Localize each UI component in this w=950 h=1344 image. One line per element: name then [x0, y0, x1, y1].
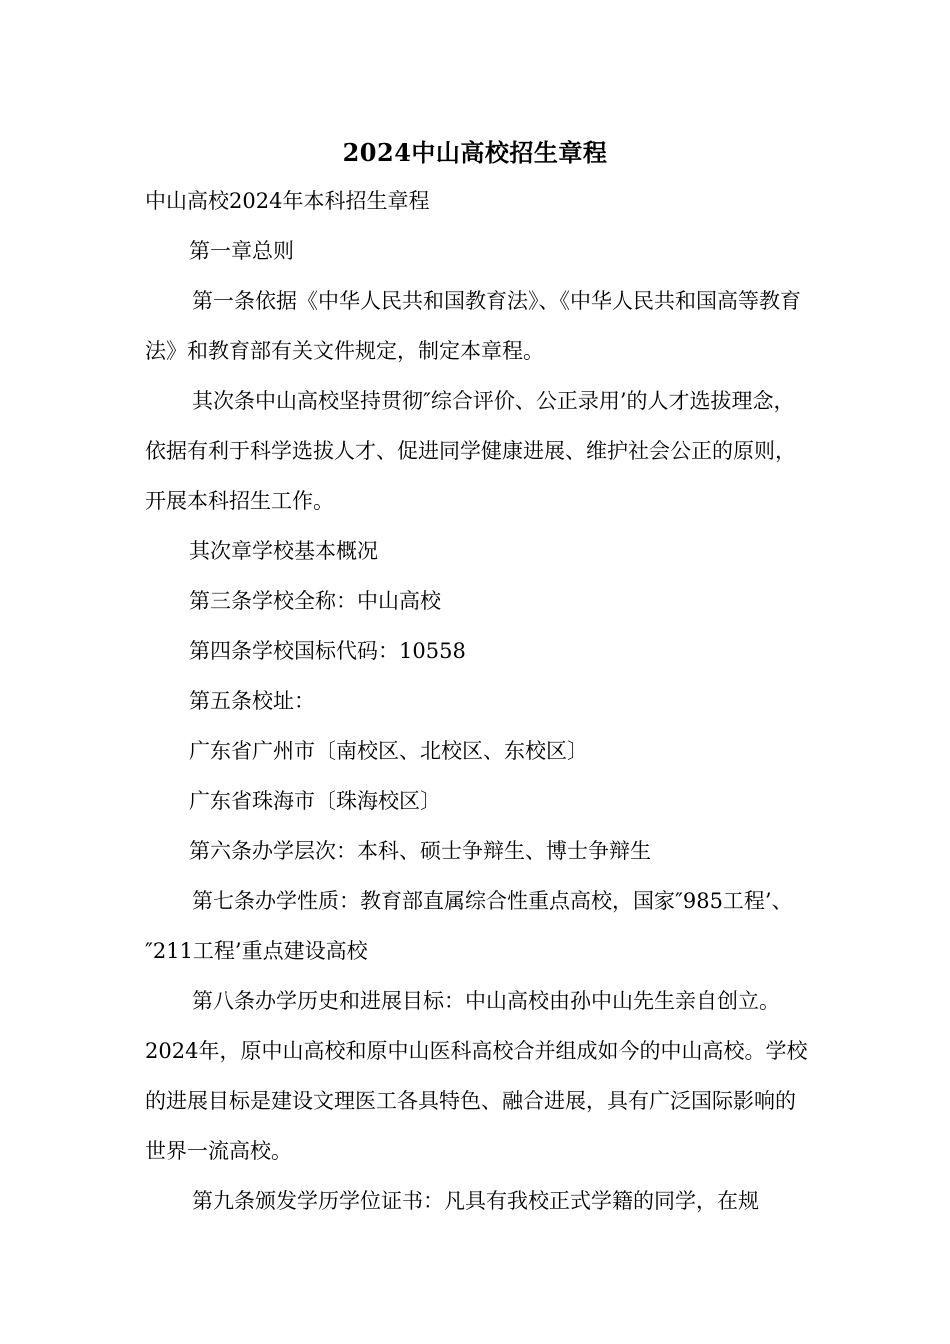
- document-title: 2024中山高校招生章程: [342, 138, 608, 167]
- subtitle-paragraph: 中山高校2024年本科招生章程: [145, 189, 430, 213]
- article-paragraph: 第六条办学层次：本科、硕士争辩生、博士争辩生: [189, 839, 651, 863]
- chapter-heading: 第一章总则: [189, 239, 294, 263]
- address-line: 广东省珠海市〔珠海校区〕: [189, 789, 441, 813]
- address-line: 广东省广州市〔南校区、北校区、东校区〕: [189, 739, 588, 763]
- article-paragraph: 第七条办学性质：教育部直属综合性重点高校，国家″985工程’、″211工程’重点建设高校: [145, 889, 793, 963]
- article-paragraph: 第八条办学历史和进展目标：中山高校由孙中山先生亲自创立。2024年，原中山高校和原中山医科高校合并组成如今的中山高校。学校的进展目标是建设文理医工各具特色、融合进展，具有广泛国际影响的世界一流高校。: [145, 989, 808, 1163]
- document-body: [145, 176, 815, 1226]
- chapter-heading: 其次章学校基本概况: [189, 539, 378, 563]
- article-paragraph: 第五条校址：: [189, 689, 315, 713]
- article-paragraph: 第一条依据《中华人民共和国教育法》、《中华人民共和国高等教育法》和教育部有关文件规定，制定本章程。: [145, 289, 801, 363]
- article-paragraph: 其次条中山高校坚持贯彻″综合评价、公正录用’的人才选拔理念，依据有利于科学选拔人才、促进同学健康进展、维护社会公正的原则，开展本科招生工作。: [145, 389, 796, 513]
- article-paragraph: 第四条学校国标代码：10558: [189, 639, 466, 663]
- article-paragraph: 第九条颁发学历学位证书：凡具有我校正式学籍的同学，在规: [192, 1189, 759, 1213]
- article-paragraph: 第三条学校全称：中山高校: [189, 589, 441, 613]
